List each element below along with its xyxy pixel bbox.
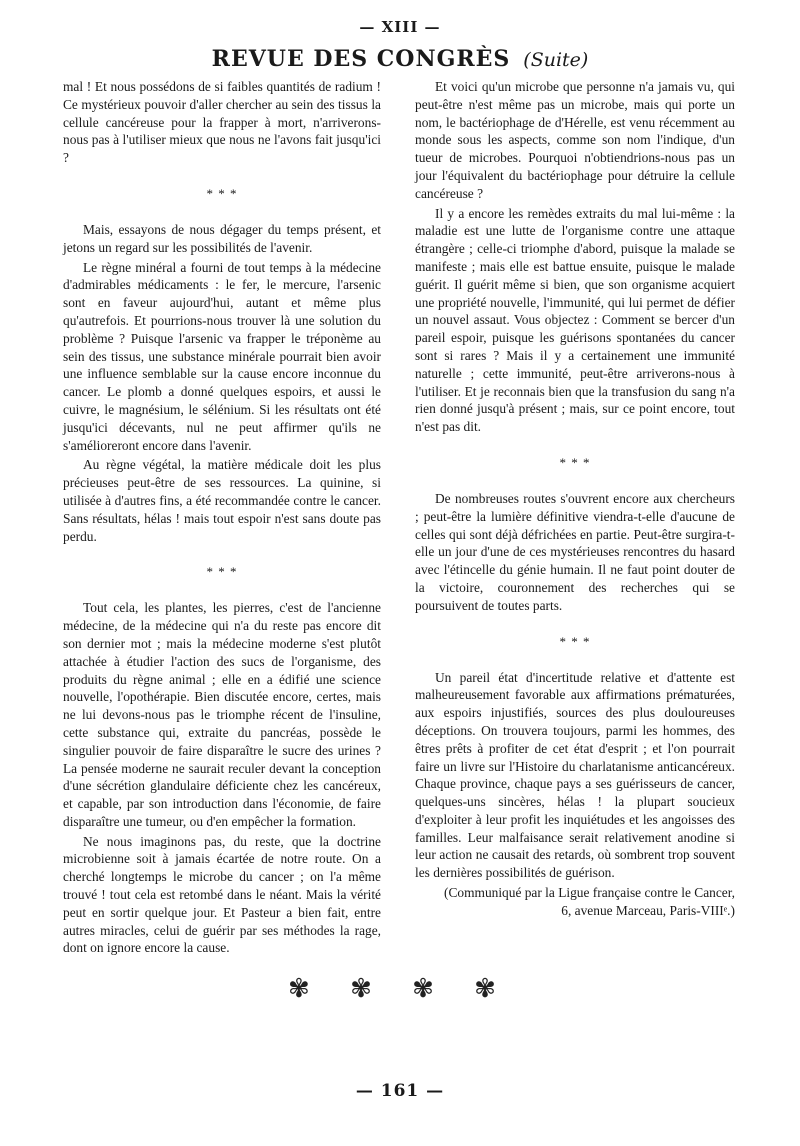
right-paragraph-3: De nombreuses routes s'ouvrent encore aux chercheurs ; peut-être la lumière définitive viendra-t-elle d'aucune de celles qui sont déjà défrichées en partie. Peut-être surgira-t-elle un jour d'une de ces mystérieuses rencontres du hasard avec l'étincelle du génie humain. Il ne faut point douter de la victoire, couronnement des recherches qui se poursuivent de toutes parts. [415,490,735,613]
left-paragraph-2: Mais, essayons de nous dégager du temps présent, et jetons un regard sur les possibilités de l'avenir. [63,221,381,255]
flower-ornament-icon: ✾ ✾ ✾ ✾ [288,974,512,1004]
asterism-separator: * * * [206,185,238,201]
right-paragraph-1: Et voici qu'un microbe que personne n'a jamais vu, qui peut-être n'est même pas un microbe, mais qui porte un nom, le bactériophage de d'Hérelle, est venu récemment au monde sous les aspects, comme son nom l'indique, d'un tueur de microbes. Pourquoi n'obtiendrions-nous pas un jour l'équivalent du bactériophage pour détruire la cellule cancéreuse ? [415,79,735,201]
left-paragraph-5: Tout cela, les plantes, les pierres, c'est de l'ancienne médecine, de la médecine qui n'a du reste pas encore dit son dernier mot ; mais la médecine moderne s'est plutôt attachée à étudier l'action des sucs de l'organisme, des produits du règne animal ; elle en a édifié une science nouvelle, l'opothérapie. Bien discutée encore, certes, mais ne lui devons-nous pas le triomphe récent de l'insuline, cette substance qui, extraite du pancréas, possède le singulier pouvoir de faire disparaître le sucre des urines ? La pensée moderne ne saurait reculer devant la conception d'une sécrétion glandulaire déficiente chez les cancéreux, et capable, par son introduction dans l'économie, de faire disparaître une tumeur, ou d'en empêcher la formation. [63,600,381,829]
credit-line-2: 6, avenue Marceau, Paris-VIIIᵉ.) [561,902,735,918]
page-roman-numeral: — XIII — [359,18,441,36]
asterism-separator: * * * [559,454,591,470]
right-column [415,78,735,920]
asterism-separator: * * * [559,633,591,649]
left-paragraph-1: mal ! Et nous possédons de si faibles quantités de radium ! Ce mystérieux pouvoir d'aller chercher au sein des tissus la cellule cancéreuse pour la frapper à mort, n'arriverons-nous pas à l'utiliser mieux que nous ne l'avons fait jusqu'ici ? [63,79,381,166]
left-paragraph-6: Ne nous imaginons pas, du reste, que la doctrine microbienne soit à jamais écartée de notre route. On a cherché longtemps le microbe du cancer ; on l'a même trouvé ! tout cela est retombé dans le néant. Mais la vérité peut en sortir quelque jour. Et Pasteur a bien fait, entre autres miracles, celui de guérir par ses méthodes la rage, dont on ignore encore la cause. [63,833,381,956]
running-head-subtitle: (Suite) [523,49,589,71]
credit-line-1: (Communiqué par la Ligue française contre le Cancer, [444,885,735,901]
left-paragraph-4: Au règne végétal, la matière médicale doit les plus précieuses peut-être de ses ressources. La quinine, si utilisée à d'autres fins, a été recommandée contre le cancer. Sans résultats, hélas ! mais tout espoir n'est sans doute pas perdu. [63,457,381,544]
source-credit [415,884,735,920]
running-head [0,46,800,73]
page-number: — 161 — [355,1081,445,1101]
asterism-separator: * * * [206,564,238,580]
right-paragraph-4: Un pareil état d'incertitude relative et d'attente est malheureusement favorable aux affirmations prématurées, aux espoirs injustifiés, sources des plus douloureuses déceptions. On trouvera toujours, parmi les hommes, des êtres prêts à profiter de cet état d'esprit ; et l'on pourrait faire un livre sur l'Histoire du charlatanisme anticancéreux. Chaque province, chaque pays a ses guérisseurs de cancer, quelques-uns sincères, hélas ! la plupart soucieux d'exploiter à leur profit les inquiétudes et les angoisses des familles. Leur malfaisance serait relativement anodine si leur action ne causait des retards, où sombrent trop souvent les dernières possibilités de guérison. [415,669,735,881]
left-paragraph-3: Le règne minéral a fourni de tout temps à la médecine d'admirables médicaments : le fer, le mercure, l'arsenic sont en faveur aujourd'hui, autant et même plus qu'autrefois. Et pourrions-nous trouver là une solution du problème ? Puisque l'arsenic va frapper le tréponème au sein des tissus, une substance minérale pourrait bien avoir une influence semblable sur la cause encore inconnue du cancer. Le plomb a donné quelques espoirs, et aussi le cuivre, le magnésium, le sélénium. Si les résultats ont été jusqu'ici décevants, nul ne peut affirmer qu'ils ne s'amélioreront encore dans l'avenir. [63,259,381,453]
running-head-title: REVUE DES CONGRÈS [211,46,511,72]
right-paragraph-2: Il y a encore les remèdes extraits du mal lui-même : la maladie est une lutte de l'organisme contre une attaque étrangère ; celle-ci triomphe d'abord, puisque la malade se manifeste ; mais elle est battue ensuite, puisque le malade guérit. Il guérit même si bien, que son organisme acquiert une propriété nouvelle, l'immunité, qui lui permet de défier un nouvel assaut. Vous objectez : Comment se bercer d'un pareil espoir, puisque les guérisons spontanées du cancer sont si rares ? Mais il y a certainement une immunité naturelle ; cette immunité, peut-être arriverons-nous à l'utiliser. Et je reconnais bien que la transfusion du sang n'a rien donné jusqu'à présent ; mais, sur ce point encore, tout n'est pas dit. [415,205,735,435]
left-column [63,78,381,957]
